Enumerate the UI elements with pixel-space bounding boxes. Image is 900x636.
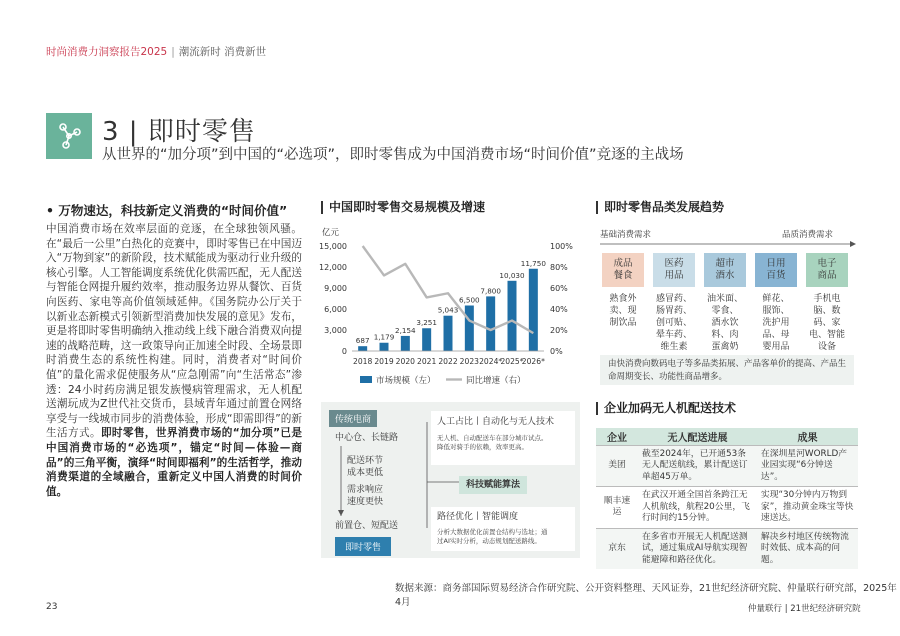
x-tick-label: 2025* bbox=[500, 357, 524, 366]
bar bbox=[465, 306, 474, 352]
bar-data-label: 2,154 bbox=[395, 325, 416, 335]
category-description: 鲜花、 服饰、 洗护用 品、母 婴用品 bbox=[762, 294, 790, 352]
scale-growth-chart bbox=[316, 222, 586, 394]
left-tick-label: 6,000 bbox=[324, 305, 347, 314]
y-axis-unit-label: 亿元 bbox=[322, 228, 340, 238]
flow-diagram bbox=[321, 402, 580, 558]
right-tick-label: 100% bbox=[550, 242, 573, 251]
bar-data-label: 1,179 bbox=[373, 332, 395, 342]
category-box: 医药 用品 bbox=[653, 253, 695, 287]
section-title: 3 | 即时零售 bbox=[102, 117, 256, 147]
bar bbox=[529, 269, 538, 351]
route-optimization-note: 分析大数据优化前置仓结构与选址；通 过AI实时分析，动态规划配送路线。 bbox=[437, 528, 548, 545]
bar bbox=[401, 336, 410, 351]
category-description: 油米面、 零食、 酒水饮 料、肉 蛋禽奶 bbox=[706, 294, 743, 352]
bar-data-label: 11,750 bbox=[520, 258, 546, 268]
category-box: 超市 酒水 bbox=[704, 253, 746, 287]
route-optimization-title: 路径优化丨智能调度 bbox=[437, 512, 519, 522]
delivery-table bbox=[596, 428, 858, 569]
bar bbox=[380, 343, 389, 351]
instant-center-text: 前置仓、短配送 bbox=[335, 521, 399, 531]
body-text bbox=[46, 222, 302, 499]
cost-lower-text: 配送环节 成本更低 bbox=[347, 456, 384, 478]
bar bbox=[358, 346, 367, 351]
table-cell: 在武汉开通全国首条跨江无人机航线，航程20公里，飞行时间约15分钟。 bbox=[638, 487, 757, 529]
report-header bbox=[46, 44, 266, 59]
legend-swatch-bar bbox=[360, 376, 372, 383]
table-cell: 在多省市开展无人机配送测试，通过集成AI导航实现智能避障和路径优化。 bbox=[638, 528, 757, 569]
right-tick-label: 0% bbox=[550, 347, 563, 356]
body-paragraph: 中国消费市场在效率层面的竞逐，在全球独领风骚。在“最后一公里”白热化的竞赛中，即时零售已在中国迈入“万物到家”的新阶段，技术赋能成为驱动行业升级的核心引擎。人工智能调度系统优化供需匹配，无人配送与智能仓网提升履约效率，推动服务边界从餐饮、百货向医药、家电等高价值领域延伸。《国务院办公厅关于以新业态新模式引领新型消费加快发展的意见》发布，更是将即时零售明确纳入推动线上线下融合消费双向提速的战略范畴，这一政策导向正加速全时段、全场景即时消费生态的系统性构建。同时，消费者对“时间价值”的量化需求促使服务从“应急刚需”向“生活常态”渗透：24小时药房满足银发族慢病管理需求，无人机配送潮玩成为Z世代社交货币，县域青年通过前置仓网络享受与一线城市同步的消费体验，形成“即需即得”的新生活方式。 bbox=[46, 223, 302, 440]
table-cell: 美团 bbox=[596, 445, 638, 487]
report-title: 时尚消费力洞察报告2025 bbox=[46, 46, 168, 58]
instant-retail-tag: 即时零售 bbox=[335, 537, 391, 556]
body-conclusion: 即时零售，世界消费市场的“加分项”已是中国消费市场的“必选项”，锚定“时间—体验—商品”的三角平衡，演绎“时间即福利”的生活哲学，推动消费渠道的全域融合，重新定义中国人消费的时间价值。 bbox=[46, 427, 302, 498]
x-tick-label: 2023 bbox=[459, 357, 479, 366]
category-box: 日用 百货 bbox=[755, 253, 797, 287]
left-tick-label: 12,000 bbox=[319, 263, 347, 272]
table-header: 成果 bbox=[757, 428, 858, 445]
left-tick-label: 15,000 bbox=[319, 242, 347, 251]
bar bbox=[444, 316, 453, 351]
right-tick-label: 60% bbox=[550, 284, 568, 293]
category-description: 熟食外 卖、现 制饮品 bbox=[609, 294, 637, 328]
page-number: 23 bbox=[46, 602, 58, 612]
data-source: 数据来源：商务部国际贸易经济合作研究院、公开资料整理、天风证券，21世纪经济研究院、仲量联行研究部，2025年4月 bbox=[395, 583, 897, 608]
left-tick-label: 0 bbox=[341, 347, 347, 356]
chart-title: 中国即时零售交易规模及增速 bbox=[321, 201, 485, 214]
traditional-center-text: 中心仓、长链路 bbox=[335, 433, 399, 443]
traditional-ecommerce-tag: 传统电商 bbox=[329, 410, 377, 427]
category-box: 电子 商品 bbox=[806, 253, 848, 287]
legend-label: 市场规模（左） bbox=[376, 376, 436, 386]
x-tick-label: 2024* bbox=[479, 357, 503, 366]
ai-automation-title: 人工占比丨自动化与无人技术 bbox=[437, 417, 555, 427]
bar-data-label: 7,800 bbox=[480, 286, 501, 296]
x-tick-label: 2022 bbox=[438, 357, 458, 366]
table-header: 无人配送进展 bbox=[638, 428, 757, 445]
delivery-title: 企业加码无人机配送技术 bbox=[596, 402, 736, 415]
category-box: 成品 餐食 bbox=[602, 253, 644, 287]
bar-series bbox=[356, 259, 547, 351]
right-tick-label: 20% bbox=[550, 326, 568, 335]
bar bbox=[508, 281, 517, 351]
footer-brand: 仲量联行 | 21世纪经济研究院 bbox=[748, 604, 861, 614]
bar bbox=[422, 328, 431, 351]
x-axis-ticks bbox=[353, 357, 545, 366]
table-row bbox=[596, 487, 858, 529]
x-tick-label: 2021 bbox=[417, 357, 437, 366]
table-cell: 在深圳星河WORLD产业园实现“6分钟送达”。 bbox=[757, 445, 858, 487]
category-description: 手机电 脑、数 码、家 电、智能 设备 bbox=[808, 294, 845, 352]
speed-faster-text: 需求响应 速度更快 bbox=[347, 485, 384, 507]
demand-arrow bbox=[596, 239, 858, 249]
trend-title: 即时零售品类发展趋势 bbox=[596, 201, 724, 214]
bar-data-label: 6,500 bbox=[459, 295, 480, 305]
bar-data-label: 687 bbox=[355, 336, 370, 346]
report-subtitle: 潮流新时 消费新世 bbox=[178, 46, 267, 58]
left-tick-label: 9,000 bbox=[324, 284, 347, 293]
section-subtitle: 从世界的“加分项”到中国的“必选项”，即时零售成为中国消费市场“时间价值”竞逐的主战场 bbox=[102, 147, 684, 163]
right-tick-label: 40% bbox=[550, 305, 568, 314]
table-cell: 京东 bbox=[596, 528, 638, 569]
right-axis-ticks bbox=[550, 242, 573, 356]
table-cell: 实现“30分钟内万物到家”，推动黄金珠宝等快速送达。 bbox=[757, 487, 858, 529]
ai-automation-note: 无人机、自动配送车在部分城市试点。 降低对骑手的依赖，效率更高。 bbox=[437, 434, 548, 451]
network-icon bbox=[46, 113, 92, 159]
x-tick-label: 2026* bbox=[521, 357, 545, 366]
table-cell: 解决乡村地区传统物流时效低、成本高的问题。 bbox=[757, 528, 858, 569]
category-description: 感冒药、 肠胃药、 创可贴、 晕车药、 维生素 bbox=[655, 294, 692, 352]
legend-label: 同比增速（右） bbox=[466, 376, 526, 386]
bar bbox=[486, 296, 495, 351]
left-axis-ticks bbox=[319, 242, 347, 356]
chart-legend bbox=[360, 375, 526, 386]
x-tick-label: 2019 bbox=[374, 357, 394, 366]
tech-algorithm-label: 科技赋能算法 bbox=[459, 476, 527, 494]
x-tick-label: 2018 bbox=[353, 357, 373, 366]
header-separator: | bbox=[171, 46, 175, 58]
table-header: 企业 bbox=[596, 428, 638, 445]
table-row bbox=[596, 445, 858, 487]
right-tick-label: 80% bbox=[550, 263, 568, 272]
quality-demand-label: 品质消费需求 bbox=[782, 230, 834, 240]
category-trend bbox=[596, 225, 858, 385]
basic-demand-label: 基础消费需求 bbox=[600, 230, 652, 240]
bar-data-label: 3,251 bbox=[416, 318, 437, 328]
table-cell: 截至2024年，已开通53条无人配送航线，累计配送订单超45万单。 bbox=[638, 445, 757, 487]
trend-note: 由快消费向数码电子等多品类拓展、产品客单价的提高、产品生命周期变长、功能性商品增多。 bbox=[600, 355, 854, 385]
bar-data-label: 5,043 bbox=[437, 305, 459, 315]
table-header-row bbox=[596, 428, 858, 445]
bar-data-label: 10,030 bbox=[499, 270, 525, 280]
table-cell: 顺丰速运 bbox=[596, 487, 638, 529]
left-tick-label: 3,000 bbox=[324, 326, 347, 335]
bullet-title: • 万物速达，科技新定义消费的“时间价值” bbox=[46, 203, 288, 218]
table-row bbox=[596, 528, 858, 569]
x-tick-label: 2020 bbox=[395, 357, 415, 366]
